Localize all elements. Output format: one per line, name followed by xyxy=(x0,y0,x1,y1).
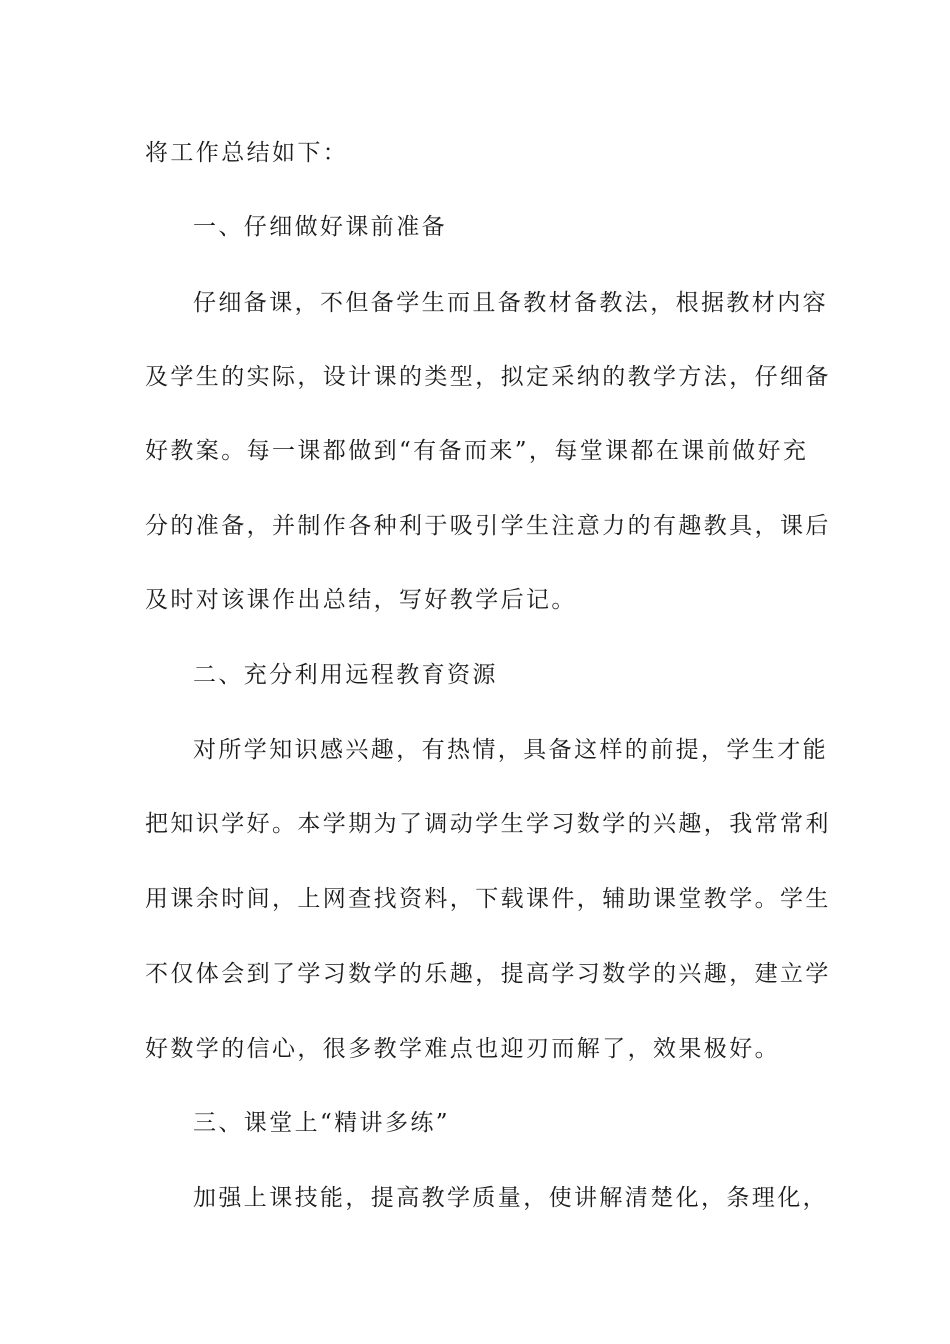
paragraph-line: 好数学的信心，很多教学难点也迎刃而解了，效果极好。 xyxy=(145,1036,780,1062)
paragraph-line: 对所学知识感兴趣，有热情，具备这样的前提，学生才能 xyxy=(193,737,828,763)
paragraph-line: 把知识学好。本学期为了调动学生学习数学的兴趣，我常常利 xyxy=(145,811,831,837)
text-line: 将工作总结如下： xyxy=(145,140,349,166)
paragraph-line: 分的准备，并制作各种利于吸引学生注意力的有趣教具，课后 xyxy=(145,513,831,539)
paragraph-line: 仔细备课，不但备学生而且备教材备教法，根据教材内容 xyxy=(193,290,828,316)
paragraph-line: 用课余时间，上网查找资料，下载课件，辅助课堂教学。学生 xyxy=(145,886,831,912)
paragraph-line: 及时对该课作出总结，写好教学后记。 xyxy=(145,587,577,613)
paragraph-line: 及学生的实际，设计课的类型，拟定采纳的教学方法，仔细备 xyxy=(145,364,831,390)
section-heading: 一、仔细做好课前准备 xyxy=(193,214,447,240)
paragraph-line: 不仅体会到了学习数学的乐趣，提高学习数学的兴趣，建立学 xyxy=(145,961,831,987)
section-heading: 三、课堂上“精讲多练” xyxy=(193,1110,450,1136)
section-heading: 二、充分利用远程教育资源 xyxy=(193,662,498,688)
paragraph-line: 加强上课技能，提高教学质量，使讲解清楚化，条理化， xyxy=(193,1185,828,1211)
paragraph-line: 好教案。每一课都做到“有备而来”，每堂课都在课前做好充 xyxy=(145,438,809,464)
